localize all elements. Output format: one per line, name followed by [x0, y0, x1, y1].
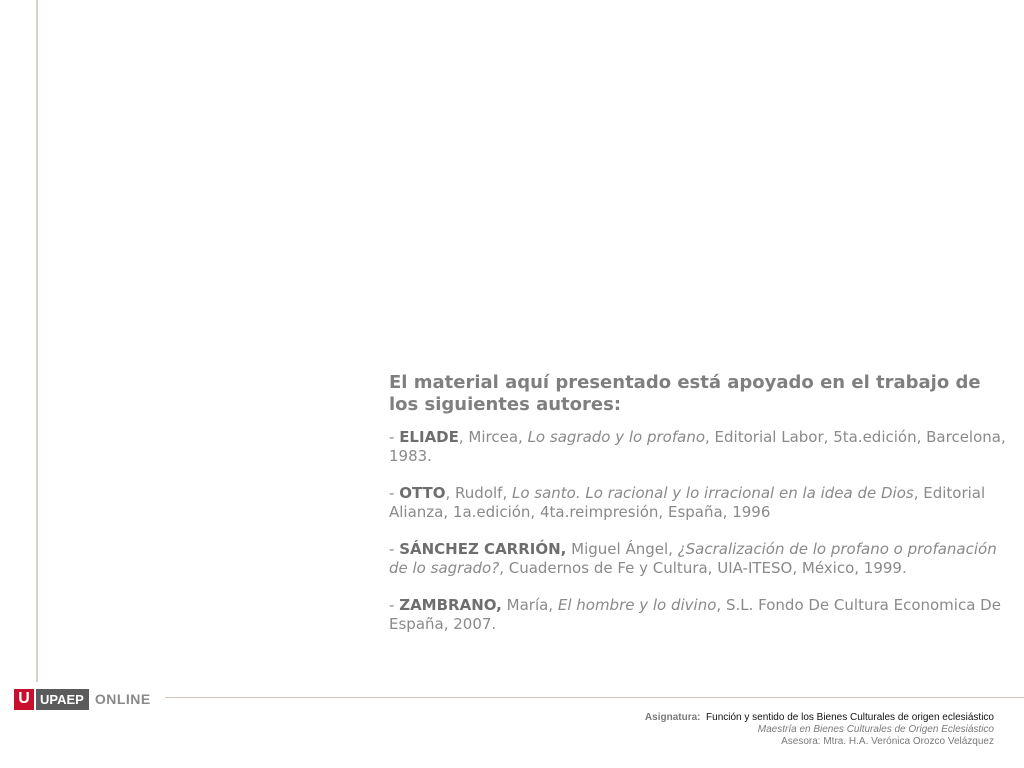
subject-label: Asignatura: — [644, 712, 701, 723]
reference-text: Miguel Ángel, — [566, 540, 678, 558]
reference-title: El hombre y lo divino — [557, 596, 717, 614]
logo-u-mark: U — [14, 689, 34, 710]
reference-author: ZAMBRANO, — [399, 596, 502, 614]
subject-name: Función y sentido de los Bienes Culturales de origen eclesiástico — [706, 712, 994, 723]
reference-title: ¿Sacralización de lo profano o profanación de lo sagrado? — [389, 540, 997, 577]
reference-text: María, — [501, 596, 558, 614]
reference-text: , Rudolf, — [445, 484, 512, 502]
reference-item — [389, 484, 1009, 522]
left-divider-line — [36, 0, 38, 682]
upaep-online-logo — [14, 688, 151, 710]
references-block — [389, 372, 1009, 652]
reference-author: OTTO — [399, 484, 446, 502]
reference-author: SÁNCHEZ CARRIÓN, — [399, 540, 567, 558]
references-heading: El material aquí presentado está apoyado en el trabajo de los siguientes autores: — [389, 372, 981, 415]
reference-prefix: - — [389, 484, 400, 502]
footer-divider-line — [165, 697, 1024, 698]
reference-text: , Mircea, — [458, 428, 528, 446]
reference-item — [389, 540, 1009, 578]
course-footer — [645, 712, 994, 748]
logo-online-text: ONLINE — [94, 691, 151, 707]
reference-title: Lo sagrado y lo profano — [527, 428, 706, 446]
subject-line — [645, 712, 994, 724]
reference-text: , Editorial Alianza, 1a.edición, 4ta.reimpresión, España, 1996 — [389, 484, 986, 521]
logo-upaep-text: UPAEP — [36, 689, 89, 710]
reference-prefix: - — [389, 428, 400, 446]
reference-item — [389, 596, 1009, 634]
reference-text: , Editorial Labor, 5ta.edición, Barcelona, 1983. — [389, 428, 1006, 465]
reference-prefix: - — [389, 540, 400, 558]
advisor-name: Asesora: Mtra. H.A. Verónica Orozco Velázquez — [781, 736, 994, 747]
reference-prefix: - — [389, 596, 400, 614]
reference-text: , Cuadernos de Fe y Cultura, UIA-ITESO, México, 1999. — [499, 559, 907, 577]
reference-title: Lo santo. Lo racional y lo irracional en la idea de Dios — [511, 484, 914, 502]
reference-text: , S.L. Fondo De Cultura Economica De España, 2007. — [389, 596, 1001, 633]
reference-author: ELIADE — [399, 428, 459, 446]
reference-item — [389, 428, 1009, 466]
program-name: Maestría en Bienes Culturales de Origen Eclesiástico — [757, 724, 994, 735]
